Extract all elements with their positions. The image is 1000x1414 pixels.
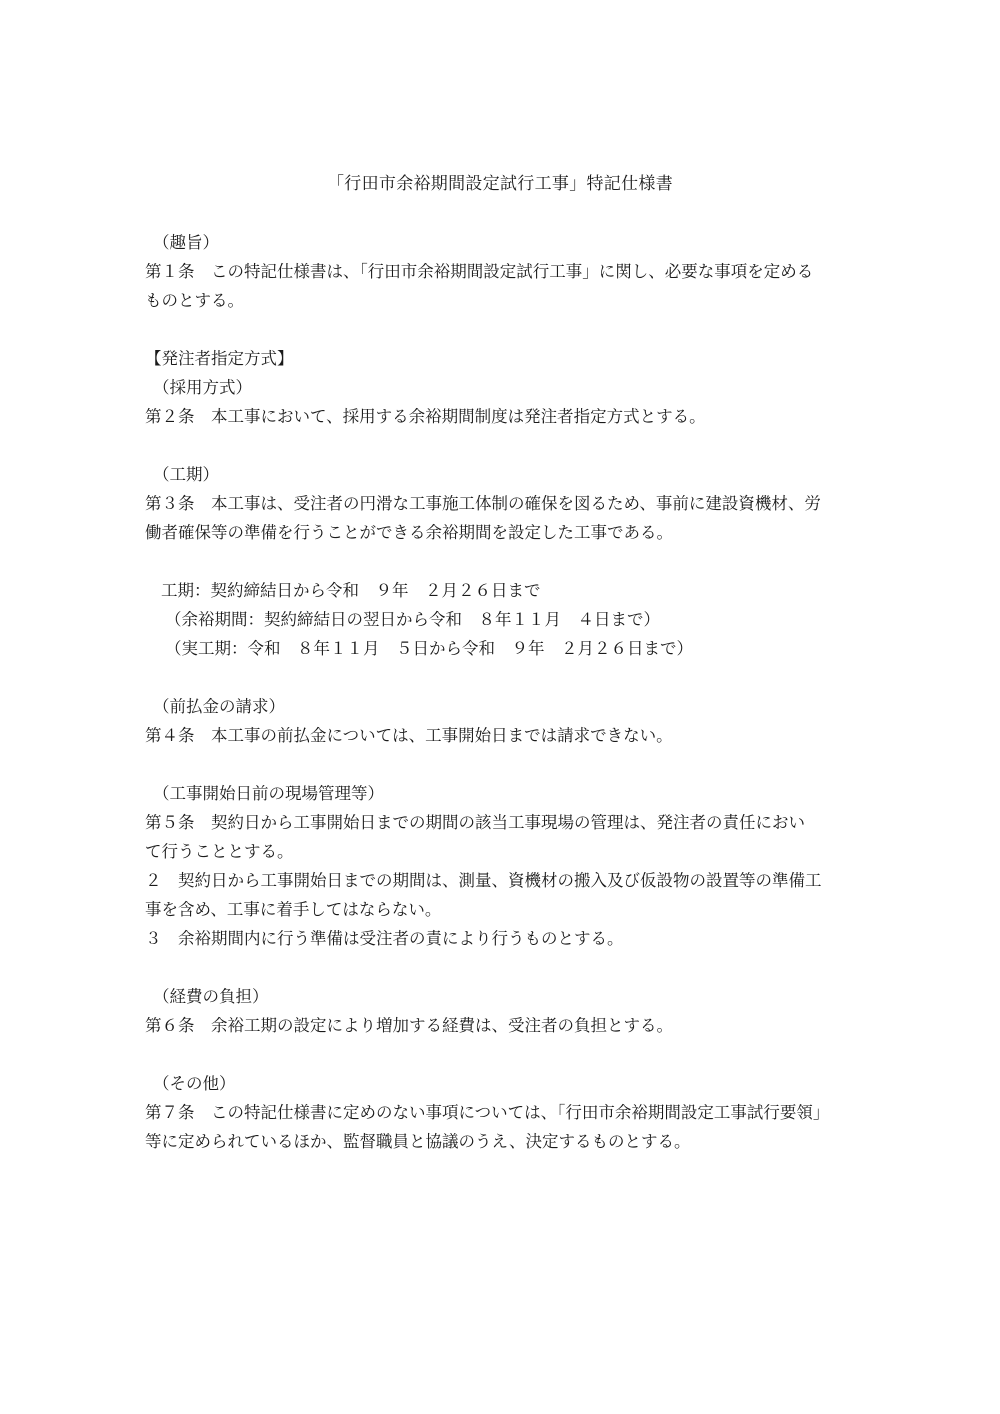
article-1-heading: （趣旨） xyxy=(153,233,219,252)
margin-period: （余裕期間：契約締結日の翌日から令和 ８年１１月 ４日まで） xyxy=(165,610,660,629)
article-5-line-2: て行うこととする。 xyxy=(145,842,294,861)
article-3-heading: （工期） xyxy=(153,465,219,484)
article-1-line-1: 第１条 この特記仕様書は、「行田市余裕期間設定試行工事」に関し、必要な事項を定める xyxy=(145,262,814,281)
article-2-line-1: 第２条 本工事において、採用する余裕期間制度は発注者指定方式とする。 xyxy=(145,407,706,426)
article-5-line-4: 事を含め、工事に着手してはならない。 xyxy=(145,900,442,919)
article-5-line-5: ３ 余裕期間内に行う準備は受注者の責により行うものとする。 xyxy=(145,929,624,948)
article-4-line-1: 第４条 本工事の前払金については、工事開始日までは請求できない。 xyxy=(145,726,673,745)
article-7-line-2: 等に定められているほか、監督職員と協議のうえ、決定するものとする。 xyxy=(145,1132,691,1151)
article-7-line-1: 第７条 この特記仕様書に定めのない事項については、「行田市余裕期間設定工事試行要領」 xyxy=(145,1103,830,1122)
article-7-heading: （その他） xyxy=(153,1074,236,1093)
article-3-line-1: 第３条 本工事は、受注者の円滑な工事施工体制の確保を図るため、事前に建設資機材、労 xyxy=(145,494,821,513)
group-heading: 【発注者指定方式】 xyxy=(145,349,294,368)
article-6-line-1: 第６条 余裕工期の設定により増加する経費は、受注者の負担とする。 xyxy=(145,1016,673,1035)
article-6-heading: （経費の負担） xyxy=(153,987,269,1006)
article-3-line-2: 働者確保等の準備を行うことができる余裕期間を設定した工事である。 xyxy=(145,523,673,542)
article-5-heading: （工事開始日前の現場管理等） xyxy=(153,784,384,803)
construction-period: 工期：契約締結日から令和 ９年 ２月２６日まで xyxy=(161,581,541,600)
article-5-line-3: ２ 契約日から工事開始日までの期間は、測量、資機材の搬入及び仮設物の設置等の準備工 xyxy=(145,871,822,890)
document-body xyxy=(145,228,865,1156)
document-title: 「行田市余裕期間設定試行工事」特記仕様書 xyxy=(327,174,673,194)
article-2-heading: （採用方式） xyxy=(153,378,252,397)
article-4-heading: （前払金の請求） xyxy=(153,697,285,716)
actual-period: （実工期：令和 ８年１１月 ５日から令和 ９年 ２月２６日まで） xyxy=(165,639,693,658)
article-5-line-1: 第５条 契約日から工事開始日までの期間の該当工事現場の管理は、発注者の責任におい xyxy=(145,813,805,832)
article-1-line-2: ものとする。 xyxy=(145,291,244,310)
